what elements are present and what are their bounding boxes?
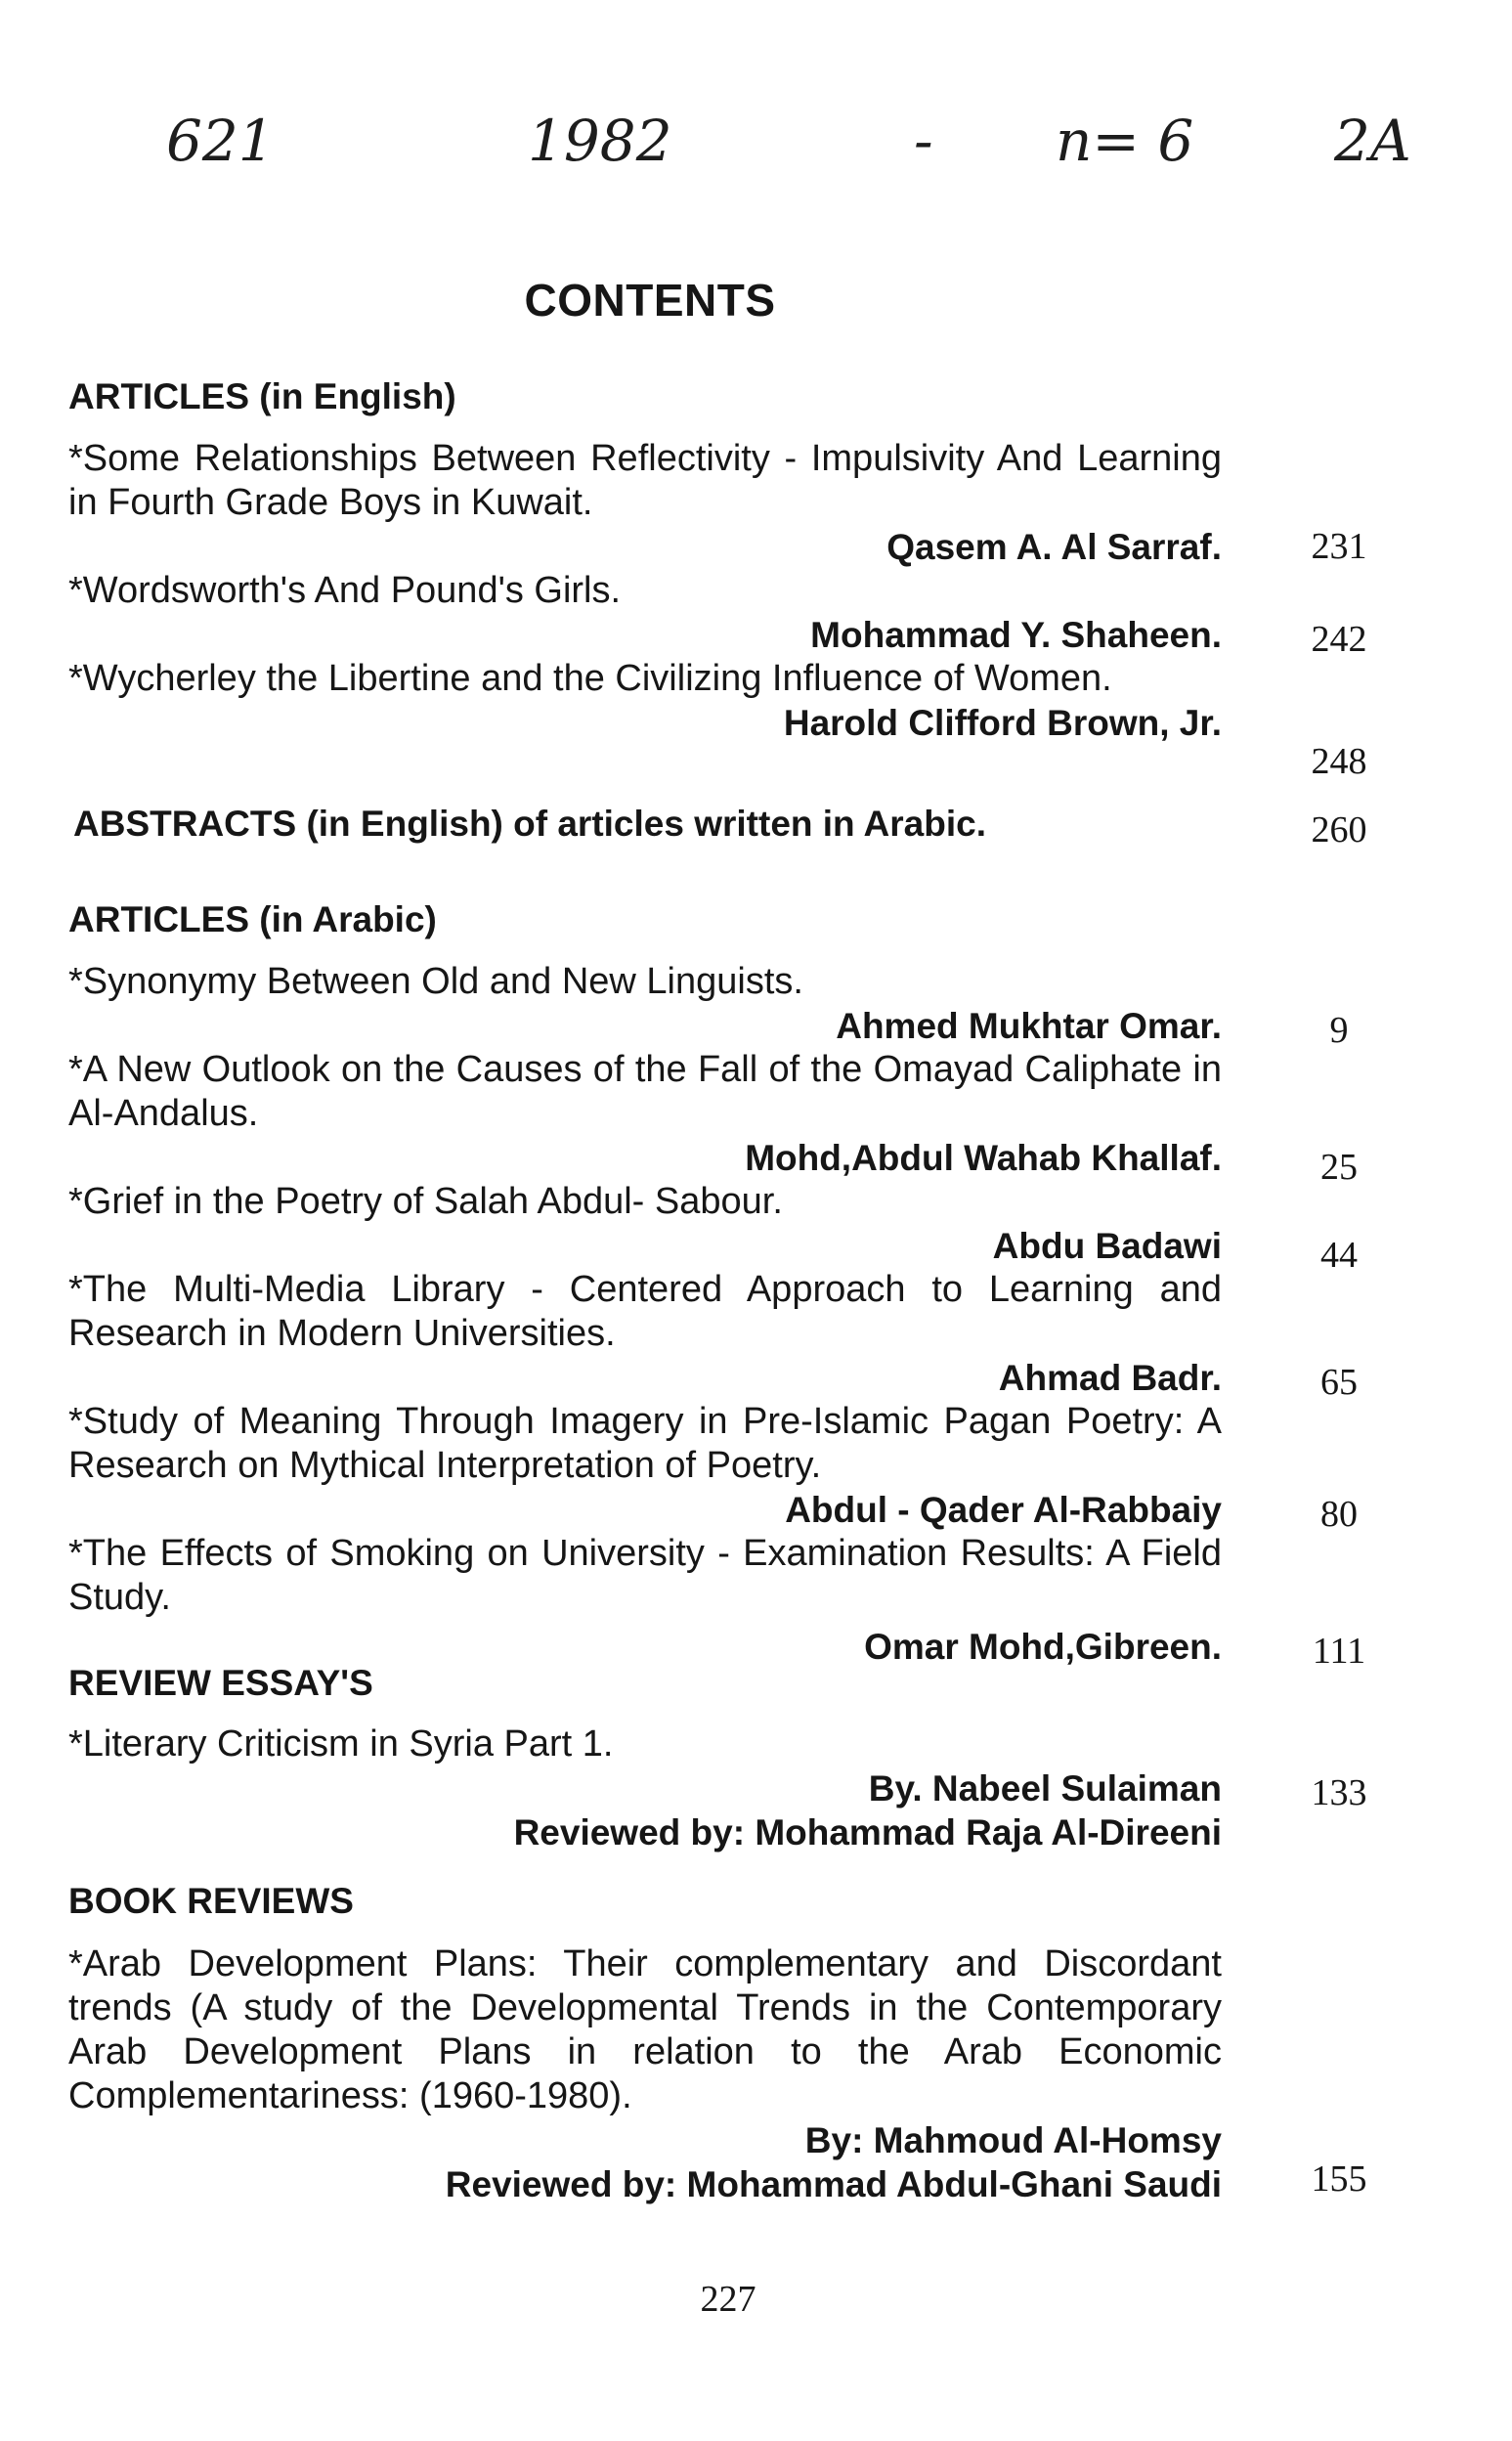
article-author: Mohd,Abdul Wahab Khallaf. xyxy=(745,1138,1222,1178)
toc-entry xyxy=(68,569,1222,657)
page-number: 133 xyxy=(1311,1772,1367,1813)
section-heading-book-reviews: BOOK REVIEWS xyxy=(68,1881,354,1921)
toc-entry xyxy=(68,1048,1222,1180)
toc-entry xyxy=(68,1532,1222,1669)
article-author: Abdul - Qader Al-Rabbaiy xyxy=(785,1490,1222,1530)
article-author: Mohammad Y. Shaheen. xyxy=(810,615,1222,655)
abstracts-entry: ABSTRACTS (in English) of articles written in Arabic. xyxy=(73,804,986,844)
article-title: *Synonymy Between Old and New Linguists. xyxy=(68,961,803,1002)
review-author: By: Mahmoud Al-Homsy xyxy=(804,2120,1222,2160)
article-author: Omar Mohd,Gibreen. xyxy=(864,1627,1222,1667)
toc-entry xyxy=(68,1268,1222,1400)
article-author: Ahmed Mukhtar Omar. xyxy=(836,1006,1222,1046)
page-number: 231 xyxy=(1311,526,1367,567)
section-heading-articles-arabic: ARTICLES (in Arabic) xyxy=(68,899,437,939)
article-title: *Study of Meaning Through Imagery in Pre-Islamic Pagan Poetry: A Research on Mythical Interpretation of Poetry. xyxy=(68,1401,1222,1486)
review-reviewer: Reviewed by: Mohammad Abdul-Ghani Saudi xyxy=(445,2164,1222,2204)
essay-title: *Literary Criticism in Syria Part 1. xyxy=(68,1723,614,1765)
page-number: 248 xyxy=(1311,741,1367,782)
handwritten-note: 621 xyxy=(166,108,275,174)
review-title: *Arab Development Plans: Their complementary and Discordant trends (A study of the Developmental Trends in the Contemporary Arab Development Plans in relation to the Arab Economic Complementariness: (1960-1980). xyxy=(68,1943,1222,2116)
article-title: *Wycherley the Libertine and the Civilizing Influence of Women. xyxy=(68,658,1112,699)
page-number: 80 xyxy=(1320,1494,1358,1535)
page-number: 260 xyxy=(1311,809,1367,850)
toc-entry xyxy=(68,1180,1222,1268)
article-author: Ahmad Badr. xyxy=(998,1358,1222,1398)
article-author: Harold Clifford Brown, Jr. xyxy=(783,703,1222,743)
article-author: Qasem A. Al Sarraf. xyxy=(886,527,1222,567)
article-title: *The Effects of Smoking on University - Examination Results: A Field Study. xyxy=(68,1533,1222,1618)
article-title: *The Multi-Media Library - Centered Approach to Learning and Research in Modern Universities. xyxy=(68,1269,1222,1354)
page-number: 25 xyxy=(1320,1147,1358,1188)
essay-author: By. Nabeel Sulaiman xyxy=(868,1768,1222,1809)
page-number: 242 xyxy=(1311,619,1367,660)
article-author: Abdu Badawi xyxy=(992,1226,1222,1266)
section-heading-review-essays: REVIEW ESSAY'S xyxy=(68,1663,373,1703)
handwritten-note: 2A xyxy=(1334,108,1411,174)
handwritten-note: n= 6 xyxy=(1056,108,1194,174)
article-title: *Wordsworth's And Pound's Girls. xyxy=(68,570,622,611)
handwritten-note: 1982 xyxy=(528,108,672,174)
page-number: 9 xyxy=(1329,1010,1349,1051)
toc-entry xyxy=(68,657,1222,745)
folio-page-number: 227 xyxy=(700,2279,756,2320)
essay-reviewer: Reviewed by: Mohammad Raja Al-Direeni xyxy=(513,1812,1222,1853)
toc-entry xyxy=(68,960,1222,1048)
page-number: 155 xyxy=(1311,2158,1367,2200)
section-heading-articles-english: ARTICLES (in English) xyxy=(68,376,456,416)
toc-entry xyxy=(68,437,1222,569)
page-number: 111 xyxy=(1312,1631,1366,1672)
toc-entry xyxy=(68,1722,1222,1854)
article-title: *A New Outlook on the Causes of the Fall of the Omayad Caliphate in Al-Andalus. xyxy=(68,1049,1222,1134)
article-title: *Grief in the Poetry of Salah Abdul- Sabour. xyxy=(68,1181,783,1222)
page-title: CONTENTS xyxy=(524,275,776,326)
handwritten-note: - xyxy=(914,108,933,174)
article-title: *Some Relationships Between Reflectivity - Impulsivity And Learning in Fourth Grade Boys in Kuwait. xyxy=(68,438,1222,523)
page-number: 44 xyxy=(1320,1235,1358,1276)
page-number: 65 xyxy=(1320,1362,1358,1403)
toc-entry xyxy=(68,1942,1222,2206)
toc-entry xyxy=(68,1400,1222,1532)
